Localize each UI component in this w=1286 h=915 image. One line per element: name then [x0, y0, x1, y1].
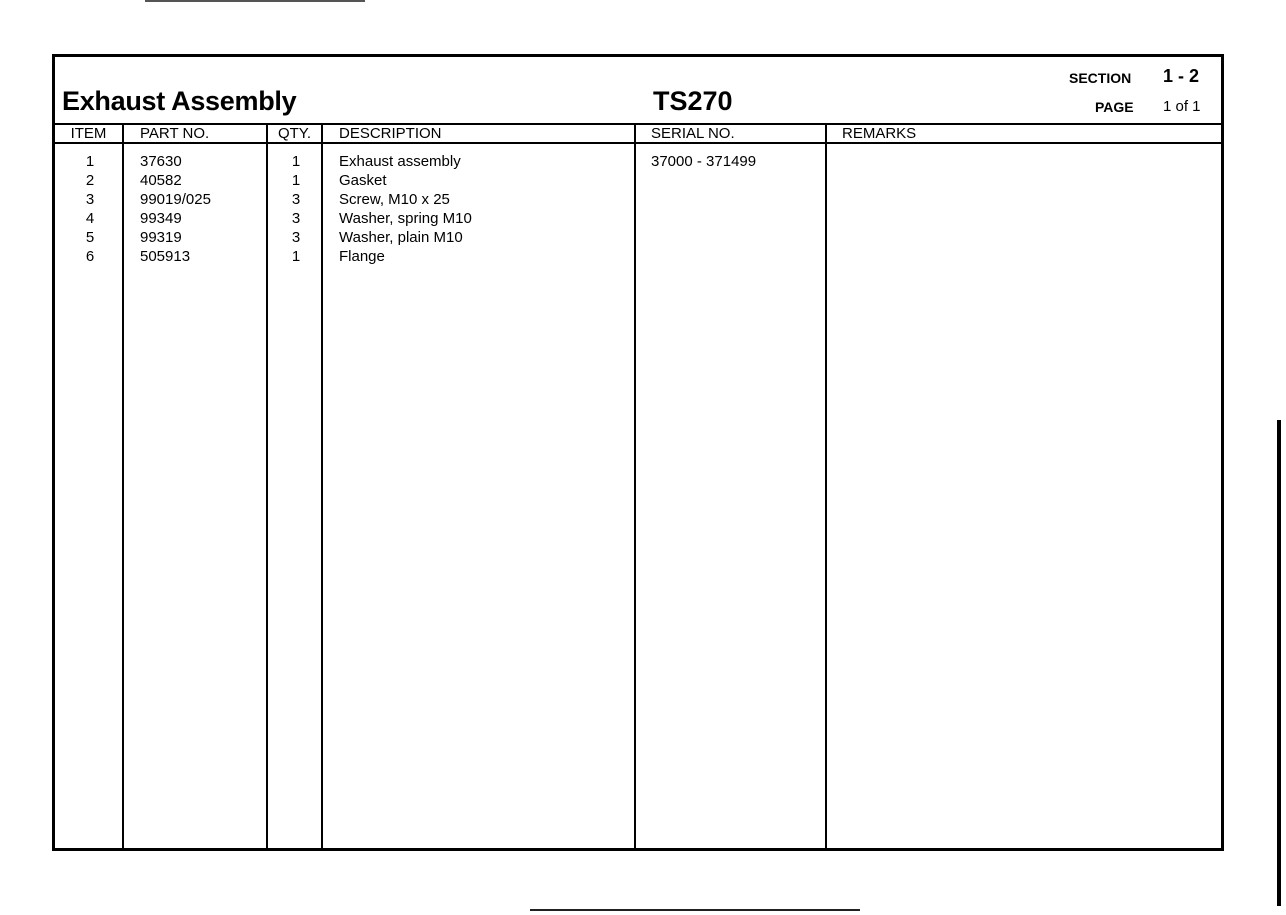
column-header-serial-no: SERIAL NO.: [651, 125, 735, 142]
column-header-part-no: PART NO.: [140, 125, 210, 142]
item-number: 3: [85, 191, 95, 208]
section-label: SECTION: [1069, 70, 1132, 86]
description: Washer, spring M10: [339, 210, 472, 227]
table-row: [55, 190, 1221, 209]
parts-list-sheet: [52, 54, 1224, 851]
item-number: 1: [85, 153, 95, 170]
table-top-rule: [55, 123, 1221, 125]
section-value: 1 - 2: [1163, 66, 1200, 86]
table-row: [55, 171, 1221, 190]
model-number: TS270: [653, 86, 733, 116]
quantity: 1: [291, 172, 301, 189]
part-number: 99319: [140, 229, 182, 246]
page-title: Exhaust Assembly: [62, 86, 297, 116]
table-row: [55, 209, 1221, 228]
part-number: 505913: [140, 248, 191, 265]
table-row: [55, 228, 1221, 247]
page-value: 1 of 1: [1163, 98, 1201, 115]
description: Flange: [339, 248, 385, 265]
description: Gasket: [339, 172, 387, 189]
table-row: [55, 247, 1221, 266]
table-row: [55, 152, 1221, 171]
description: Exhaust assembly: [339, 153, 461, 170]
scan-artifact-bottom-line: [530, 909, 860, 911]
quantity: 3: [291, 229, 301, 246]
scan-artifact-top-line: [145, 0, 365, 2]
part-number: 99019/025: [140, 191, 211, 208]
part-number: 99349: [140, 210, 182, 227]
item-number: 5: [85, 229, 95, 246]
quantity: 3: [291, 210, 301, 227]
column-header-description: DESCRIPTION: [339, 125, 442, 142]
description: Screw, M10 x 25: [339, 191, 450, 208]
page-label: PAGE: [1095, 99, 1134, 115]
part-number: 40582: [140, 172, 182, 189]
description: Washer, plain M10: [339, 229, 463, 246]
item-number: 6: [85, 248, 95, 265]
serial-number: 37000 - 371499: [651, 153, 757, 170]
table-header-rule: [55, 142, 1221, 144]
scan-artifact-right-bar: [1277, 420, 1281, 906]
item-number: 4: [85, 210, 95, 227]
column-header-item: ITEM: [70, 125, 107, 142]
item-number: 2: [85, 172, 95, 189]
part-number: 37630: [140, 153, 182, 170]
quantity: 1: [291, 153, 301, 170]
parts-table-body: [55, 152, 1221, 266]
quantity: 1: [291, 248, 301, 265]
column-header-qty: QTY.: [277, 125, 312, 142]
quantity: 3: [291, 191, 301, 208]
column-header-remarks: REMARKS: [842, 125, 917, 142]
